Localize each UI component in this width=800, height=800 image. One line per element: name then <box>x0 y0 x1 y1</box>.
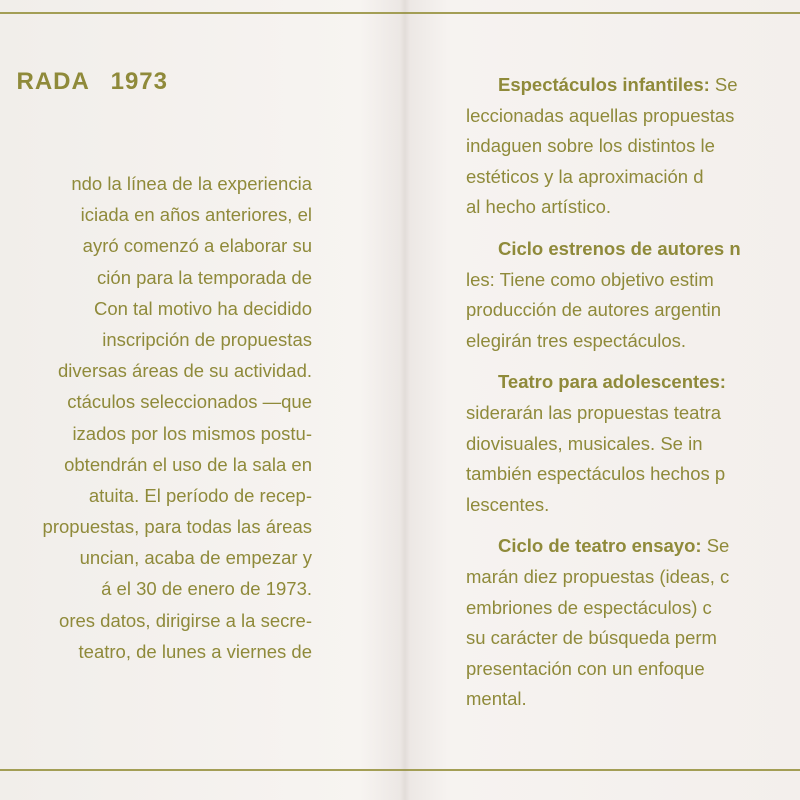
body-text-line: leccionadas aquellas propuestas <box>466 104 735 126</box>
left-body-text <box>0 168 312 667</box>
body-text-line: lescentes. <box>466 493 550 515</box>
page-fold <box>400 0 410 800</box>
body-text-line: su carácter de búsqueda perm <box>466 627 717 649</box>
body-text-line: producción de autores argentin <box>466 299 722 321</box>
section-paragraph <box>466 531 800 715</box>
body-text-line: también espectáculos hechos p <box>466 463 726 485</box>
section-first-line <box>466 70 800 101</box>
right-page <box>466 70 800 750</box>
left-page <box>0 68 315 708</box>
body-text-line: ores datos, dirigirse a la secre- <box>59 609 312 631</box>
body-text-line: Con tal motivo ha decidido <box>93 297 312 319</box>
body-text-line: marán diez propuestas (ideas, c <box>466 565 730 587</box>
body-text-line: presentación con un enfoque <box>466 657 705 679</box>
body-text-line: propuestas, para todas las áreas <box>42 516 312 538</box>
body-text-line: elegirán tres espectáculos. <box>466 329 687 351</box>
body-text-line: les: Tiene como objetivo estim <box>466 268 714 290</box>
body-text-line: estéticos y la aproximación d <box>466 165 704 187</box>
body-text-line: obtendrán el uso de la sala en <box>64 453 312 475</box>
section-heading-tail: Se <box>709 74 738 95</box>
body-text-line: á el 30 de enero de 1973. <box>101 578 312 600</box>
section-heading: Ciclo estrenos de autores n <box>498 237 741 259</box>
body-text-line: iciada en años anteriores, el <box>80 204 312 226</box>
body-text-line: embriones de espectáculos) c <box>466 596 712 618</box>
body-text-line: ayró comenzó a elaborar su <box>82 235 312 257</box>
section-paragraph <box>466 367 800 520</box>
body-text-line: inscripción de propuestas <box>102 328 312 350</box>
body-text-line: teatro, de lunes a viernes de <box>78 640 312 662</box>
section-heading: Teatro para adolescentes: <box>498 371 726 393</box>
section-heading: Ciclo de teatro ensayo: <box>498 535 702 557</box>
section-first-line <box>466 531 800 562</box>
body-text-line: diversas áreas de su actividad. <box>58 360 312 382</box>
page-title: RADA 1973 <box>16 68 168 95</box>
body-text-line: atuita. El período de recep- <box>88 484 312 506</box>
section-first-line <box>466 367 800 398</box>
body-text-line: indaguen sobre los distintos le <box>466 135 715 157</box>
section-first-line <box>466 234 800 265</box>
body-text-line: izados por los mismos postu- <box>72 422 312 444</box>
body-text-line: ctáculos seleccionados —que <box>67 391 312 413</box>
body-text-line: ndo la línea de la experiencia <box>71 173 312 194</box>
section-heading-tail: Se <box>701 535 730 557</box>
section-paragraph <box>466 70 800 223</box>
section-heading: Espectáculos infantiles: <box>498 74 710 95</box>
body-text-line: diovisuales, musicales. Se in <box>466 432 703 454</box>
body-text-line: siderarán las propuestas teatra <box>466 401 722 423</box>
section-paragraph <box>466 234 800 356</box>
body-text-line: al hecho artístico. <box>466 196 611 218</box>
body-text-line: mental. <box>466 688 527 710</box>
body-text-line: uncian, acaba de empezar y <box>79 547 312 569</box>
body-text-line: ción para la temporada de <box>97 266 312 288</box>
